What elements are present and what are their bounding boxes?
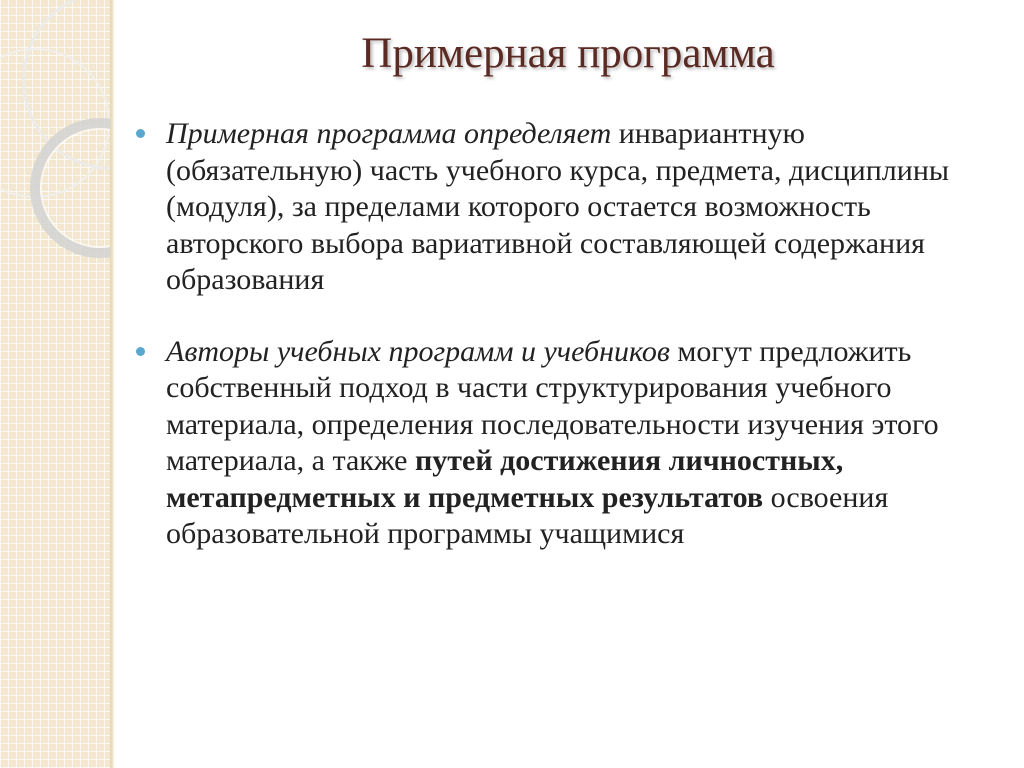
decorative-side-panel (0, 0, 112, 768)
slide-body (136, 116, 996, 553)
bullet-item-2 (136, 334, 996, 553)
bullet-1-text: инвариантную (обязательную) часть учебного курса, предмета, дисциплины (модуля), за пределами которого остается возможность авторского выбора вариативной составляющей содержания образования (166, 117, 950, 296)
bullet-item-1 (136, 116, 996, 299)
slide-title: Примерная программа (361, 30, 775, 77)
side-panel-edge (110, 0, 114, 768)
bullet-2-bold-text: путей достижения личностных, метапредметных и предметных результатов (166, 444, 844, 514)
bullet-marker-icon (136, 129, 145, 138)
bullet-2-text-after-bold: освоения образовательной программы учащимися (166, 480, 889, 550)
bullet-2-italic-lead: Авторы учебных программ и учебников (166, 334, 670, 368)
bullet-marker-icon (136, 347, 145, 356)
bullet-2-text-before-bold: могут предложить собственный подход в части структурирования учебного материала, определения последовательности изучения этого материала, а также (166, 334, 939, 477)
bullet-1-italic-lead: Примерная программа определяет (166, 117, 612, 150)
